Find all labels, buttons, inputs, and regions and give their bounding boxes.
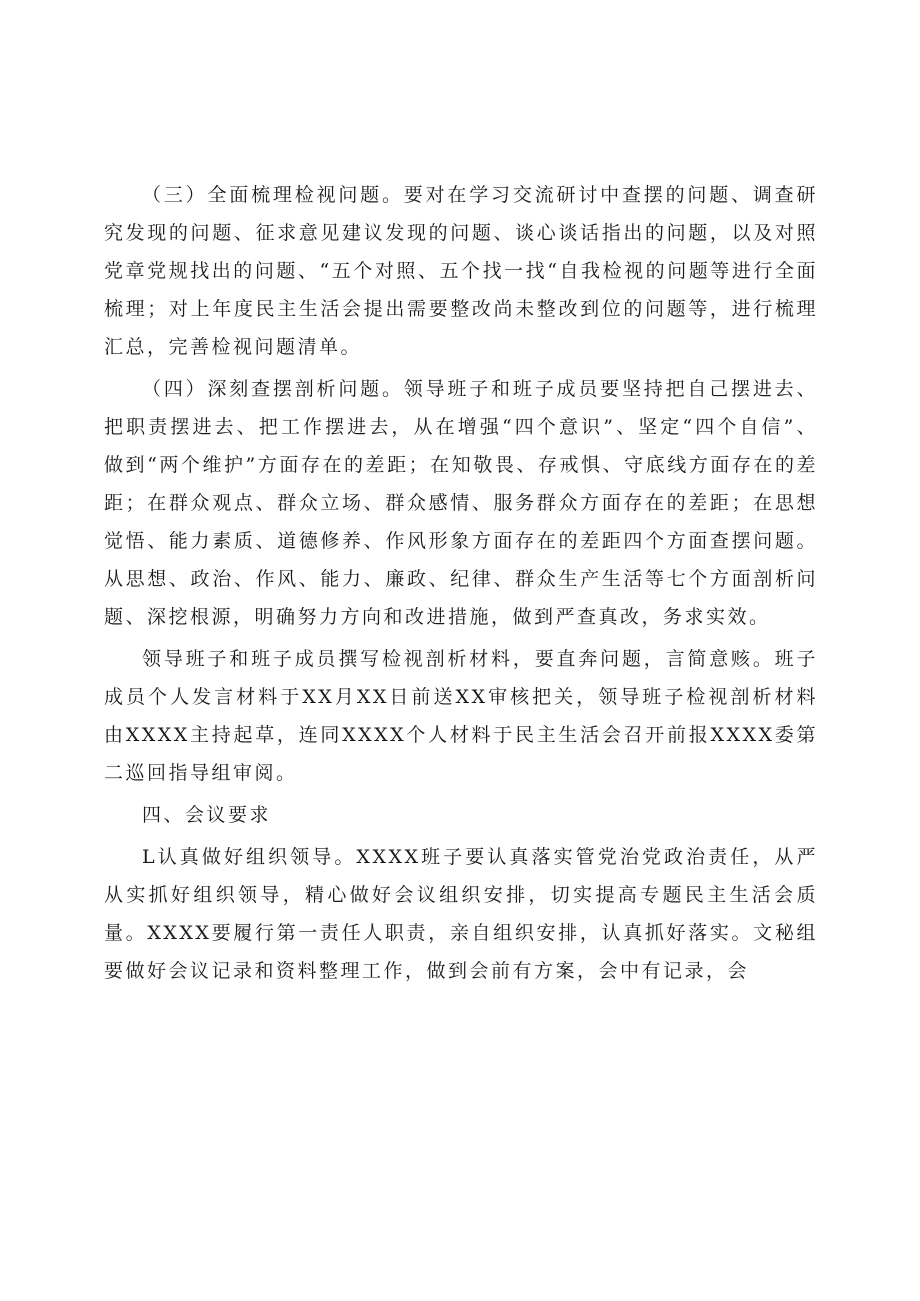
section-heading: 四、会议要求 (142, 804, 272, 826)
paragraph-review-issues: （三）全面梳理检视问题。要对在学习交流研讨中查摆的问题、调查研究发现的问题、征求意见建议发现的问题、谈心谈话指出的问题，以及对照党章党规找出的问题、“五个对照、五个找一找“自我检视的问题等进行全面梳理；对上年度民主生活会提出需要整改尚未整改到位的问题等，进行梳理汇总，完善检视问题清单。 (104, 184, 818, 358)
paragraph-analyze-issues: （四）深刻查摆剖析问题。领导班子和班子成员要坚持把自己摆进去、把职责摆进去、把工作摆进去，从在增强“四个意识”、坚定“四个自信”、做到“两个维护”方面存在的差距；在知敬畏、存戒惧、守底线方面存在的差距；在群众观点、群众立场、群众感情、服务群众方面存在的差距；在思想觉悟、能力素质、道德修养、作风形象方面存在的差距四个方面查摆问题。从思想、政治、作风、能力、廉政、纪律、群众生产生活等七个方面剖析问题、深挖根源，明确努力方向和改进措施，做到严查真改，务求实效。 (104, 378, 818, 628)
paragraph-organization: L认真做好组织领导。XXXX班子要认真落实管党治党政治责任，从严从实抓好组织领导，精心做好会议组织安排，切实提高专题民主生活会质量。XXXX要履行第一责任人职责，亲自组织安排，认真抓好落实。文秘组要做好会议记录和资料整理工作，做到会前有方案，会中有记录，会 (104, 846, 818, 982)
document-body (104, 176, 818, 990)
paragraph-materials: 领导班子和班子成员撰写检视剖析材料，要直奔问题，言简意赅。班子成员个人发言材料于XX月XX日前送XX审核把关，领导班子检视剖析材料由XXXX主持起草，连同XXXX个人材料于民主生活会召开前报XXXX委第二巡回指导组审阅。 (104, 648, 818, 784)
